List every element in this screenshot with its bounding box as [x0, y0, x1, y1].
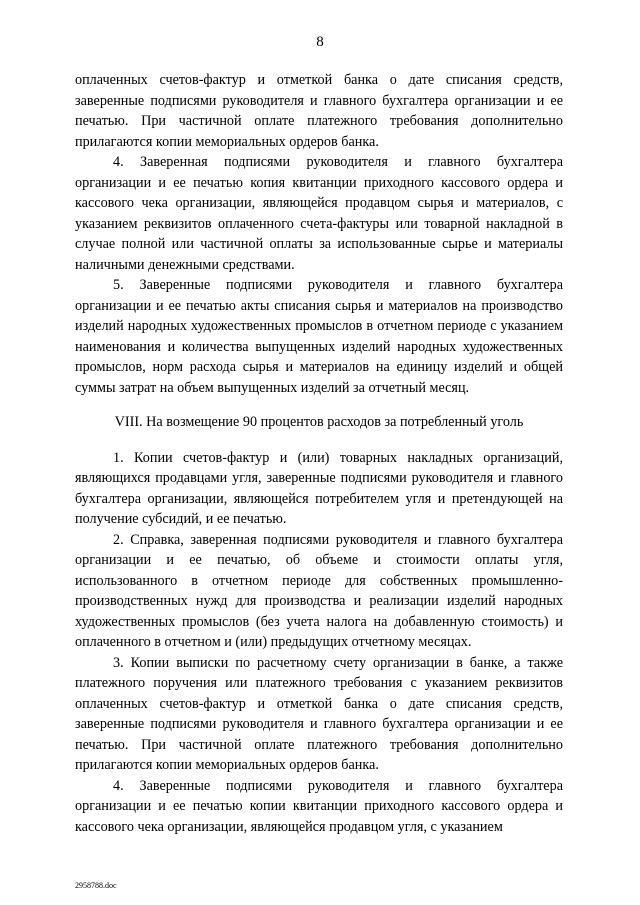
paragraph-item-2-coal: 2. Справка, заверенная подписями руководителя и главного бухгалтера организации и ее печатью, об объеме и стоимости оплаты угля, использованного в отчетном периоде для собственных промышленно-производственных нужд для производства и реализации изделий народных художественных промыслов (без учета налога на добавленную стоимость) и оплаченного в отчетном и (или) предыдущих отчетному месяцах. [75, 531, 563, 650]
paragraph-item-4-coal: 4. Заверенные подписями руководителя и главного бухгалтера организации и ее печатью копии квитанции приходного кассового ордера и кассового чека организации, являющейся продавцом угля, с указанием [75, 777, 563, 835]
document-body [75, 70, 563, 837]
paragraph-item-3-coal: 3. Копии выписки по расчетному счету организации в банке, а также платежного поручения или платежного требования с указанием реквизитов оплаченных счетов-фактур и отметкой банка о дате списания средств, заверенные подписями руководителя и главного бухгалтера организации и ее печатью. При частичной оплате платежного требования дополнительно прилагаются копии мемориальных ордеров банка. [75, 654, 563, 773]
section-heading: VIII. На возмещение 90 процентов расходов за потребленный уголь [114, 414, 524, 430]
paragraph-item-5-materials: 5. Заверенные подписями руководителя и главного бухгалтера организации и ее печатью акты списания сырья и материалов на производство изделий народных художественных промыслов в отчетном периоде с указанием наименования и количества выпущенных изделий народных художественных промыслов, норм расхода сырья и материалов на единицу изделий и общей суммы затрат на объем выпущенных изделий за отчетный месяц. [75, 277, 563, 396]
paragraph-item-1-coal: 1. Копии счетов-фактур и (или) товарных накладных организаций, являющихся продавцами угля, заверенные подписями руководителя и главного бухгалтера организации, являющейся потребителем угля и претендующей на получение субсидий, и ее печатью. [75, 449, 563, 527]
footer-filename: 2958788.doc [75, 881, 117, 890]
paragraph-item-4-materials: 4. Заверенная подписями руководителя и главного бухгалтера организации и ее печатью копия квитанции приходного кассового ордера и кассового чека организации, являющейся продавцом сырья и материалов, с указанием реквизитов оплаченного счета-фактуры или товарной накладной в случае полной или частичной оплаты за использованные сырье и материалы наличными денежными средствами. [75, 154, 563, 273]
page-number: 8 [316, 34, 324, 50]
paragraph-continuation: оплаченных счетов-фактур и отметкой банка о дате списания средств, заверенные подписями руководителя и главного бухгалтера организации и ее печатью. При частичной оплате платежного требования дополнительно прилагаются копии мемориальных ордеров банка. [75, 72, 563, 150]
